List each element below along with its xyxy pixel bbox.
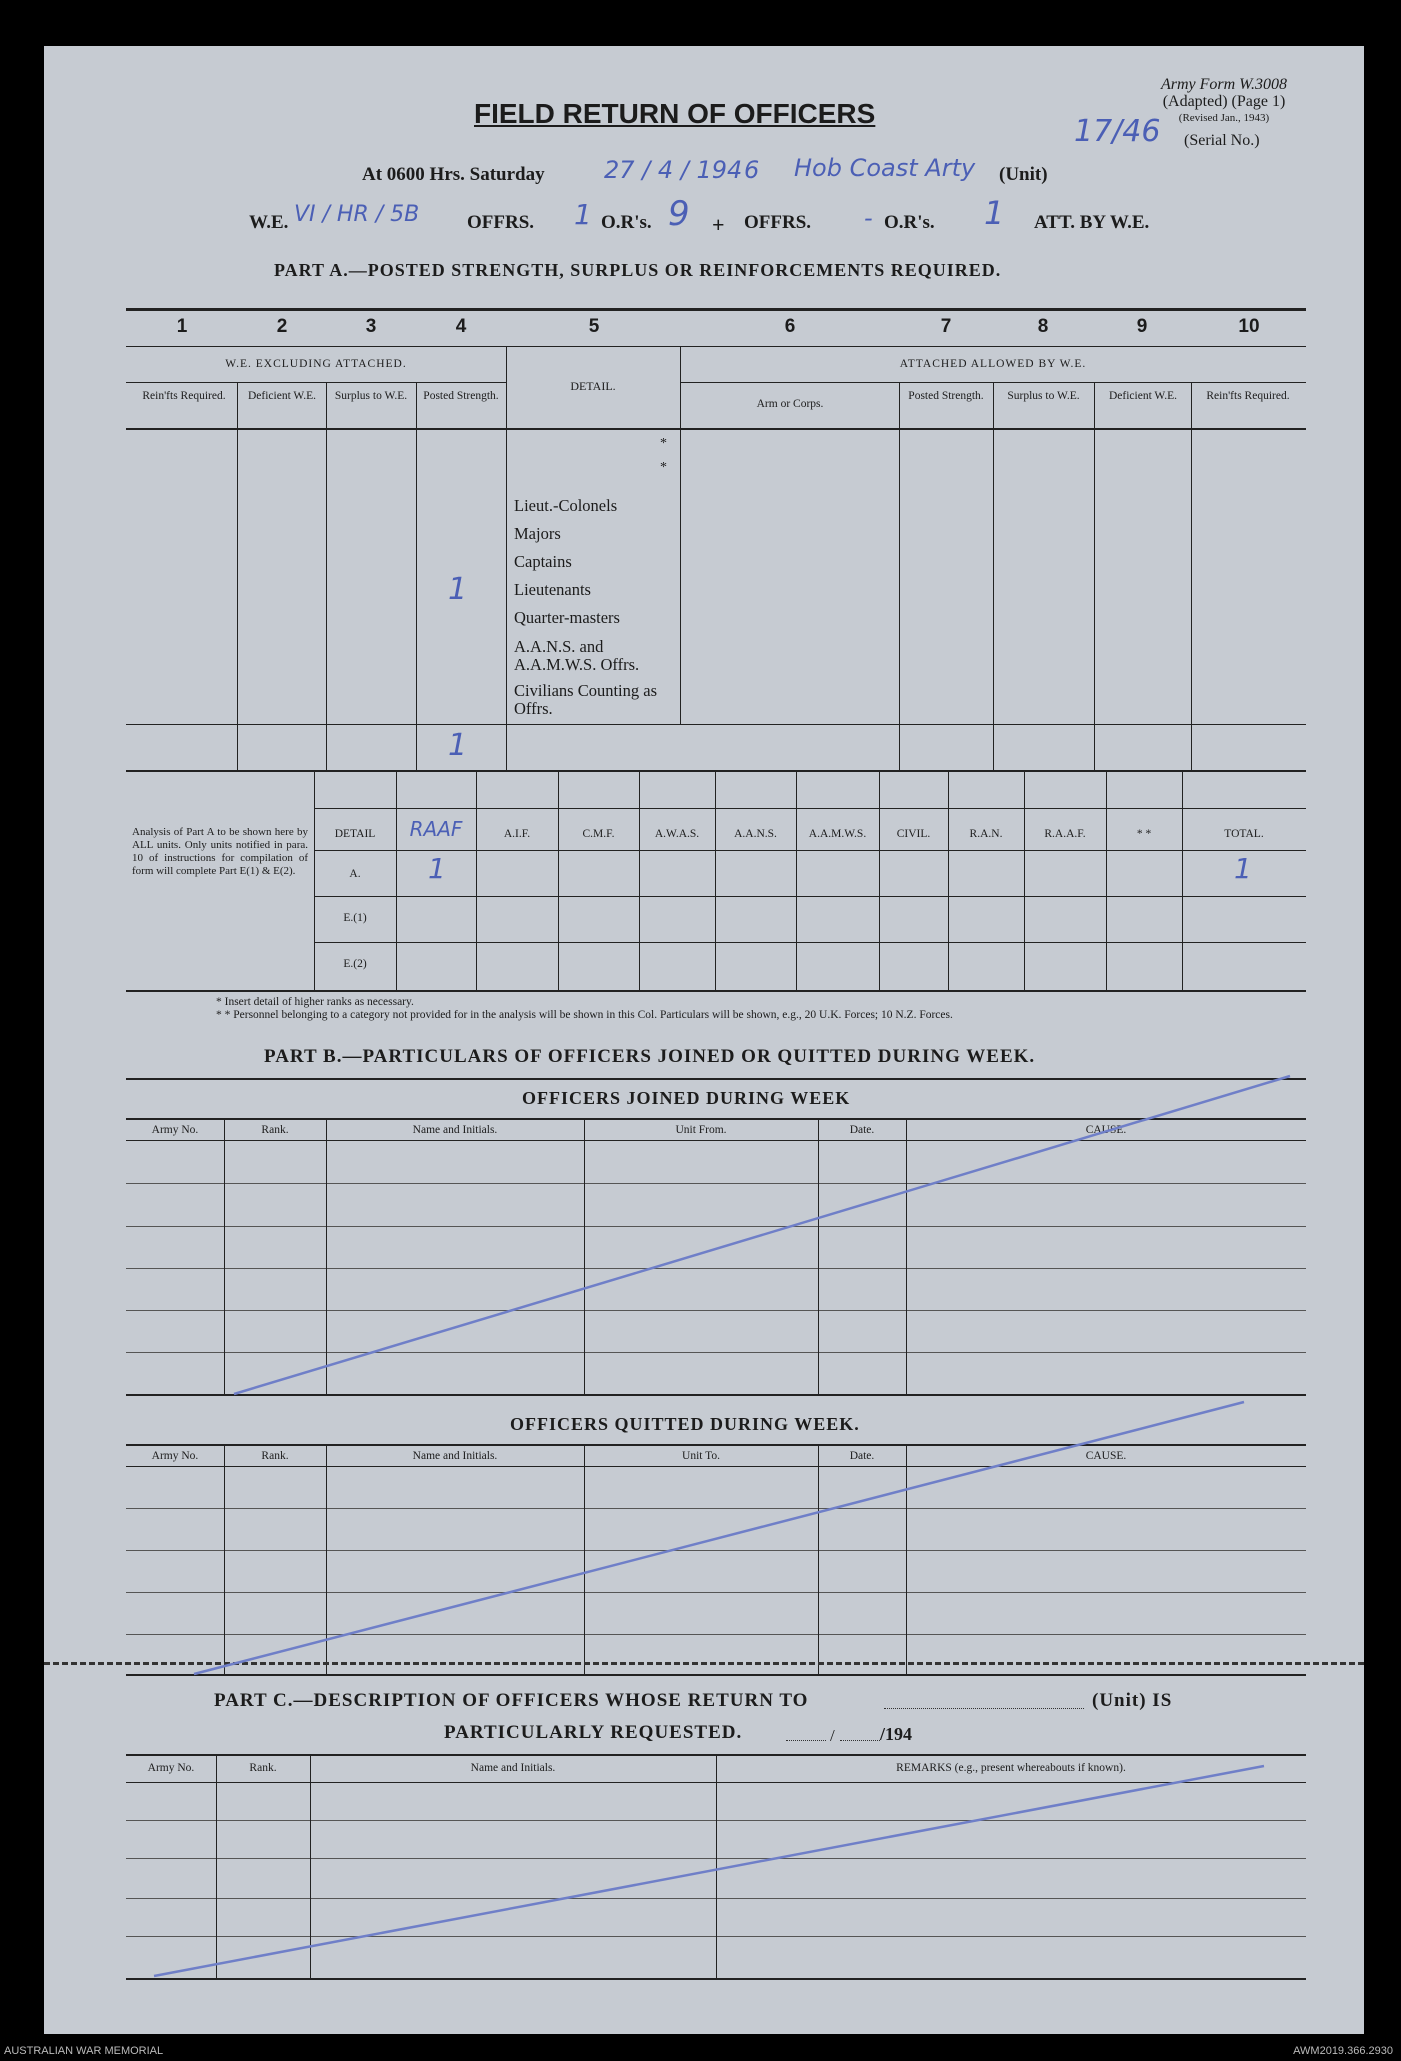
part-a-heading: PART A.—POSTED STRENGTH, SURPLUS OR REINFORCEMENTS REQUIRED.: [274, 260, 1002, 280]
part-c-header: REMARKS (e.g., present whereabouts if known).: [896, 1762, 1126, 1774]
ors2-label: O.R's.: [884, 212, 935, 233]
col-num: 3: [365, 316, 377, 337]
quitted-header: Rank.: [261, 1450, 289, 1462]
group-header-right: ATTACHED ALLOWED BY W.E.: [899, 358, 1087, 370]
analysis-note: Analysis of Part A to be shown here by ALL units. Only units notified in para. 10 of instructions for compilation of form will complete Part E(1) & E(2).: [132, 826, 308, 877]
col-num: 7: [940, 316, 952, 337]
rank-label: Lieutenants: [514, 580, 591, 599]
rank-label: Majors: [514, 524, 561, 543]
detail-header: DETAIL.: [570, 379, 616, 393]
analysis-header: A.A.M.W.S.: [808, 828, 867, 840]
quitted-strike-line: [194, 1402, 1244, 1674]
joined-header: Date.: [849, 1124, 875, 1136]
analysis-header: DETAIL: [334, 828, 376, 840]
quitted-header: Army No.: [151, 1450, 199, 1462]
quitted-title: OFFICERS QUITTED DURING WEEK.: [510, 1414, 860, 1434]
sub-header: Deficient W.E.: [247, 390, 317, 402]
col-num: 6: [784, 316, 796, 337]
part-c-date-tail: /194: [880, 1724, 913, 1744]
sub-header: Arm or Corps.: [756, 398, 824, 410]
att-label: ATT. BY W.E.: [1034, 212, 1150, 233]
footnote: * * Personnel belonging to a category not provided for in the analysis will be shown in this Col. Particulars will be shown, e.g., 20 U.K. Forces; 10 N.Z. Forces.: [216, 1009, 953, 1021]
col-num: 4: [455, 316, 467, 337]
part-c-line1b: (Unit) IS: [1092, 1690, 1173, 1711]
total-posted-value: 1: [448, 728, 468, 763]
analysis-header: A.I.F.: [503, 828, 531, 840]
quitted-header: CAUSE.: [1085, 1450, 1127, 1462]
form-sheet: Army Form W.3008 (Adapted) (Page 1) (Revised Jan., 1943) 17/46 (Serial No.) FIELD RETURN OF OFFICERS At 0600 Hrs. Saturday 27 / 4 / 194 6 Hob Coast Arty (Unit) W.E. VI / HR / 5B OFFRS. 1 O.R's. 9 + OFFRS. - O.R's. 1 ATT. BY W.E. PART A.—POSTED STRENGTH, SURPLUS OR REINFORCEMENTS REQUIRED. 1 2 3 4 5 6 7 8 9 10 W.E. EXCLUDING ATTACHED. DETAIL. ATTACHED ALLOWED BY W.E. Rein'fts Required. Deficient W.E. Surplus to W.E. Posted Strength. Arm or Corps. Posted Strength. Surplus to W.E. Deficient W.E. Rein'fts Required. * * Lieut.-Colonels Majors Captains Lieutenants Quarter-masters A.A.N.S. and A.A.M.W.S. Offrs. Civilians Counting as Offrs. 1 1 Analysis of Part A to be shown here by ALL units. Only units notified in para. 10 of instructions for compilation of form will complete Part E(1) & E(2). DETAIL RAAF A.I.F. C.M.F. A.W.A.S. A.A.N.S. A.A.M.W.S. CIVIL. R.A.N. R.A.A.F. * * TOTAL. A. E.(1) E.(2) 1 1 * Insert detail of higher ranks as necessary. * * Personnel belonging to a category not provided for in the analysis will be shown in this Col. Particulars will be shown, e.g., 20 U.K. Forces; 10 N.Z. Forces. PART B.—PARTICULARS OF OFFICERS JOINED OR QUITTED DURING WEEK. OFFICERS JOINED DURING WEEK Army No. Rank. Name and Initials. Unit From. Date. CAUSE. OFFICERS QUITTED DURING WEEK. Army No. Rank. Name and Initials. Unit To. Date. CAUSE. PART C.—DESCRIPTION OF OFFICERS WHOSE RETURN TO (Unit) IS PARTICULARLY REQUESTED. / /194 Army No. Rank. Name and Initials. REMARKS (e.g., present whereabouts if known).: [44, 46, 1364, 2034]
analysis-header: R.A.N.: [969, 828, 1003, 840]
star-marker: *: [660, 460, 667, 475]
joined-header: Unit From.: [675, 1124, 727, 1136]
rank-label: Lieut.-Colonels: [514, 496, 618, 515]
analysis-header: C.M.F.: [582, 828, 615, 840]
footer-left: AUSTRALIAN WAR MEMORIAL: [4, 2045, 164, 2057]
form-id-line1: Army Form W.3008: [1160, 76, 1288, 93]
footer-right: AWM2019.366.2930: [1293, 2045, 1393, 2057]
sub-header: Posted Strength.: [908, 390, 984, 402]
quitted-header: Name and Initials.: [412, 1450, 498, 1462]
unit-value: Hob Coast Arty: [794, 154, 976, 182]
col-num: 10: [1238, 316, 1260, 337]
col-num: 8: [1037, 316, 1049, 337]
offrs2-label: OFFRS.: [744, 212, 812, 233]
col-num: 1: [176, 316, 188, 337]
date-value: 27 / 4 / 194: [604, 156, 743, 184]
analysis-header: R.A.A.F.: [1044, 828, 1086, 840]
joined-title: OFFICERS JOINED DURING WEEK: [522, 1088, 851, 1108]
joined-header: Rank.: [261, 1124, 289, 1136]
offrs-label: OFFRS.: [467, 212, 535, 233]
plus-sign: +: [712, 212, 725, 237]
analysis-header: A.A.N.S.: [734, 828, 777, 840]
unit-label: (Unit): [999, 164, 1048, 185]
group-header-left: W.E. EXCLUDING ATTACHED.: [225, 358, 407, 370]
analysis-header: CIVIL.: [896, 828, 931, 840]
col-num: 5: [588, 316, 600, 337]
analysis-header: * *: [1136, 828, 1152, 840]
offrs-value: 1: [574, 198, 592, 231]
rank-label: Quarter-masters: [514, 608, 620, 627]
we-label: W.E.: [249, 212, 289, 233]
sub-header: Rein'fts Required.: [1206, 390, 1290, 402]
part-b-heading: PART B.—PARTICULARS OF OFFICERS JOINED OR QUITTED DURING WEEK.: [264, 1046, 1036, 1067]
part-c-header: Army No.: [147, 1762, 195, 1774]
analysis-a-total: 1: [1234, 852, 1252, 885]
part-c-header: Rank.: [249, 1762, 277, 1774]
sub-header: Rein'fts Required.: [142, 390, 226, 402]
part-c-line2: PARTICULARLY REQUESTED.: [444, 1722, 743, 1743]
part-c-header: Name and Initials.: [470, 1762, 556, 1774]
form-title: FIELD RETURN OF OFFICERS: [474, 98, 876, 129]
quitted-header: Unit To.: [682, 1450, 720, 1462]
ors-label: O.R's.: [601, 212, 652, 233]
rank-label: Civilians Counting as Offrs.: [514, 681, 658, 718]
analysis-a-raaf: 1: [428, 852, 446, 885]
analysis-row-label: E.(1): [343, 912, 367, 924]
form-id-line2: (Adapted) (Page 1): [1162, 93, 1286, 110]
rank-label: A.A.N.S. and A.A.M.W.S. Offrs.: [514, 637, 640, 674]
quitted-header: Date.: [849, 1450, 875, 1462]
lieut-posted-value: 1: [448, 572, 468, 607]
sub-header: Surplus to W.E.: [334, 390, 408, 402]
col-num: 2: [276, 316, 288, 337]
joined-strike-line: [234, 1076, 1290, 1394]
at-label: At 0600 Hrs. Saturday: [362, 164, 545, 185]
we-value: VI / HR / 5B: [294, 202, 420, 227]
part-c-line1: PART C.—DESCRIPTION OF OFFICERS WHOSE RETURN TO: [214, 1690, 809, 1711]
analysis-row-label: A.: [349, 868, 361, 880]
ors-value: 9: [668, 194, 690, 234]
analysis-header: RAAF: [409, 817, 463, 841]
serial-number: 17/46: [1074, 114, 1161, 149]
analysis-header: TOTAL.: [1224, 828, 1264, 840]
joined-header: CAUSE.: [1085, 1124, 1127, 1136]
joined-header: Army No.: [151, 1124, 199, 1136]
analysis-header: A.W.A.S.: [654, 828, 700, 840]
strike-through-lines: [44, 46, 1364, 2034]
sub-header: Deficient W.E.: [1108, 390, 1178, 402]
serial-label: (Serial No.): [1184, 132, 1260, 149]
form-id-line3: (Revised Jan., 1943): [1178, 112, 1270, 124]
star-marker: *: [660, 436, 667, 451]
sub-header: Posted Strength.: [423, 390, 499, 402]
year-digit: 6: [744, 156, 760, 184]
sub-header: Surplus to W.E.: [1007, 390, 1080, 402]
analysis-row-label: E.(2): [343, 958, 367, 970]
joined-header: Name and Initials.: [412, 1124, 498, 1136]
col-num: 9: [1136, 316, 1148, 337]
part-c-strike-line: [154, 1766, 1264, 1976]
footnote: * Insert detail of higher ranks as necessary.: [216, 996, 414, 1008]
rank-label: Captains: [514, 552, 572, 571]
ors2-value: 1: [984, 194, 1005, 232]
offrs2-value: -: [864, 204, 873, 232]
